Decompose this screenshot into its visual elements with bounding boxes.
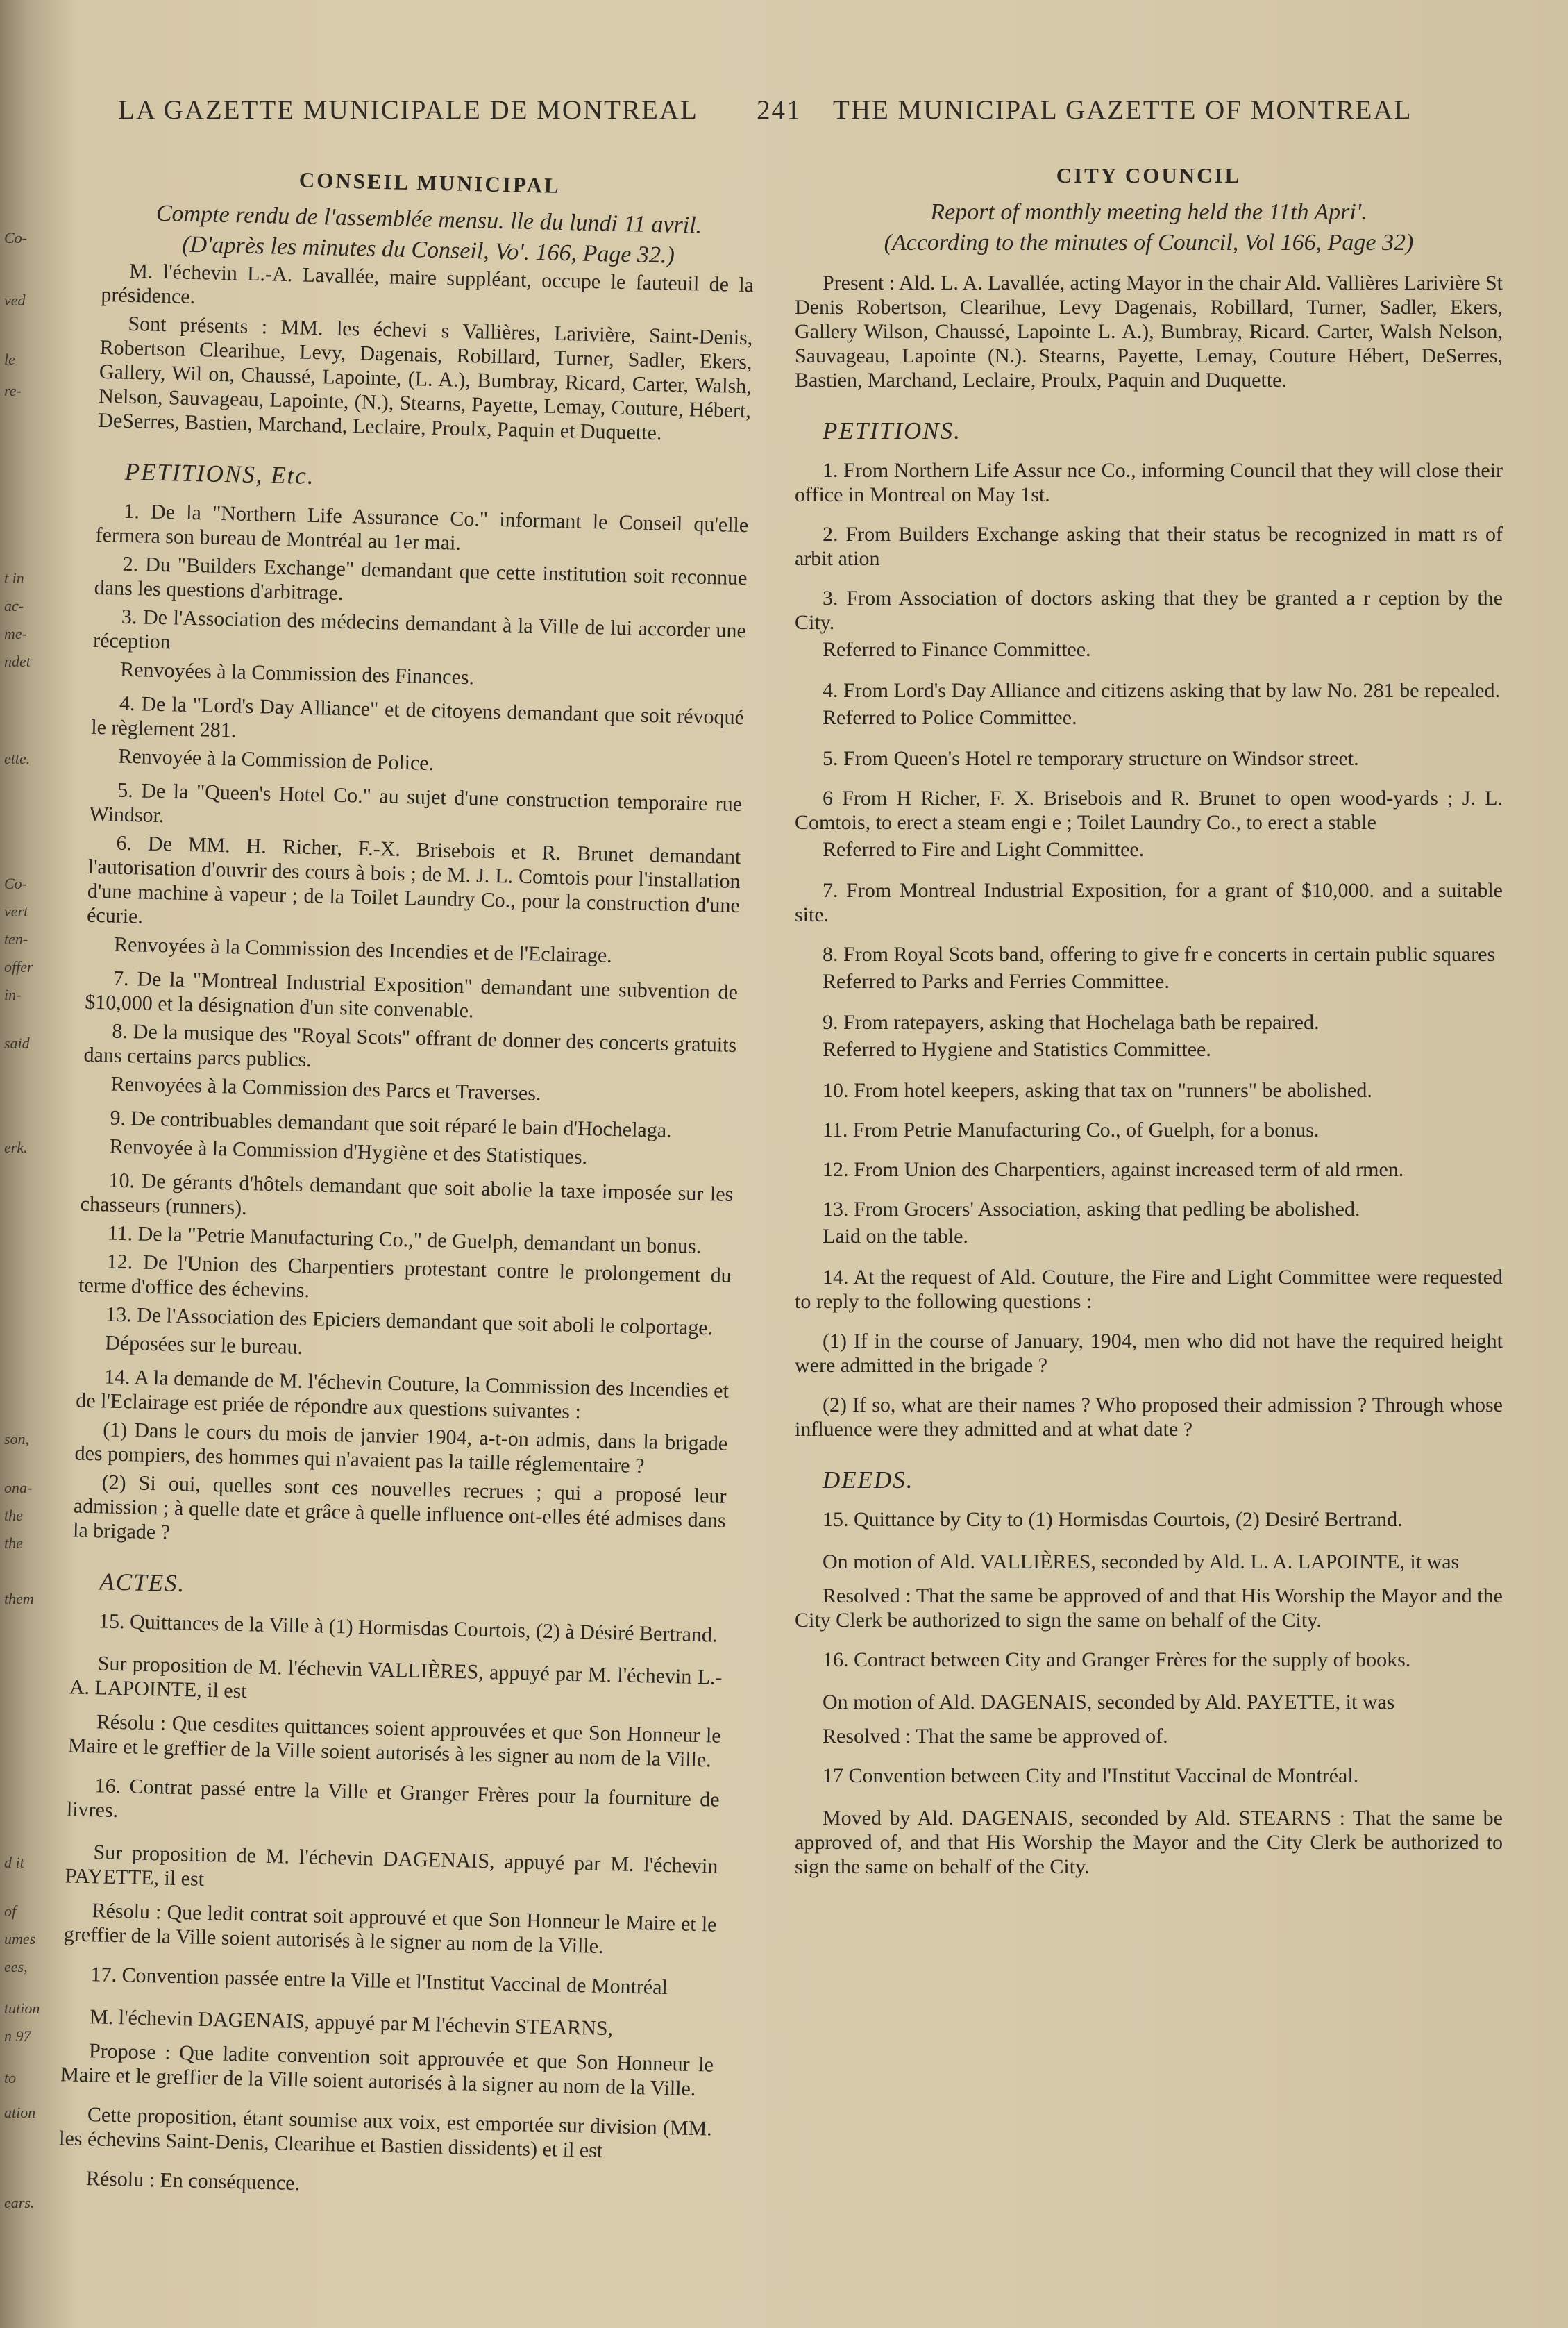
french-petition-item: 1. De la "Northern Life Assurance Co." informant le Conseil qu'elle fermera son bureau de Montréal au 1er mai.: [95, 499, 749, 555]
french-acte-res: Propose : Que ladite convention soit approuvée et que Son Honneur le Maire et le greffier de la Ville soient autorisés à la signer au nom de la Ville.: [60, 2039, 714, 2101]
english-deed-item: 15. Quittance by City to (1) Hormisdas Courtois, (2) Desiré Bertrand.: [823, 1508, 1403, 1531]
english-petition-item: 4. From Lord's Day Alliance and citizens asking that by law No. 281 be repealed.: [823, 679, 1500, 702]
english-petition-referral: Referred to Finance Committee.: [823, 638, 1091, 661]
english-deed-item: 17 Convention between City and l'Institut Vaccinal de Montréal.: [823, 1764, 1359, 1787]
french-petitions-list: [73, 499, 749, 1557]
french-petition-referral: Renvoyées à la Commission des Finances.: [119, 658, 475, 689]
english-petition-item: 14. At the request of Ald. Couture, the Fire and Light Committee were requested to reply to the following questions :: [795, 1266, 1503, 1313]
english-deed-res: Resolved : That the same be approved of and that His Worship the Mayor and the City Clerk be authorized to sign the same on behalf of the City.: [795, 1584, 1503, 1632]
gutter-fragment: offer: [4, 958, 33, 975]
gutter-fragment: them: [4, 1590, 34, 1607]
french-petition-item: 3. De l'Association des médecins demandant à la Ville de lui accorder une réception: [92, 605, 747, 654]
french-actes-title: ACTES.: [99, 1568, 186, 1598]
french-subtitle: Compte rendu de l'assemblée mensu. lle du lundi 11 avril.: [155, 200, 702, 239]
gutter-fragment: ac-: [4, 597, 24, 614]
english-petition-item: 9. From ratepayers, asking that Hochelaga bath be repaired.: [823, 1011, 1320, 1034]
french-acte-motion: M. l'échevin DAGENAIS, appuyé par M l'échevin STEARNS,: [89, 2005, 614, 2041]
english-petition-item: 5. From Queen's Hotel re temporary structure on Windsor street.: [823, 747, 1359, 770]
gutter-fragment: t in: [4, 569, 24, 587]
french-present: Sont présents : MM. les échevi s Vallières, Larivière, Saint-Denis, Robertson Clearihue, Levy, Dagenais, Robillard, Turner, Sadler, Ekers, Gallery, Wil on, Chaussé, Lapointe, (L. A.), Bumbray, Ricard, Carter, Walsh, Nelson, Sauvageau, Lapointe, (N.), Stearns, Payette, Lemay, Couture, Hébert, DeSerres, Bastien, Marchand, Leclaire, Proulx, Paquin et Duquette.: [97, 312, 753, 445]
english-petition-item: 13. From Grocers' Association, asking that pedling be abolished.: [823, 1198, 1360, 1221]
english-petition-item: 2. From Builders Exchange asking that their status be recognized in matt rs of arbit ation: [795, 523, 1503, 570]
french-petition-referral: Déposées sur le bureau.: [104, 1331, 303, 1359]
gutter-fragment: re-: [4, 382, 22, 399]
gutter-fragment: Co-: [4, 229, 27, 246]
french-chair: M. l'échevin L.-A. Lavallée, maire suppléant, occupe le fauteuil de la présidence.: [101, 259, 755, 309]
running-head-english: THE MUNICIPAL GAZETTE OF MONTREAL: [833, 95, 1413, 125]
english-subtitle: Report of monthly meeting held the 11th Apri'.: [930, 199, 1367, 225]
french-petition-item: 13. De l'Association des Epiciers demandant que soit aboli le colportage.: [105, 1303, 714, 1340]
running-head: [118, 94, 1472, 129]
gutter-fragment: umes: [4, 1930, 36, 1948]
english-source: (According to the minutes of Council, Vol 166, Page 32): [884, 230, 1414, 256]
gutter-fragment: of: [4, 1902, 17, 1920]
english-heading: CITY COUNCIL: [1056, 163, 1242, 187]
english-deed-motion: Moved by Ald. DAGENAIS, seconded by Ald. STEARNS : That the same be approved of, and that His Worship the Mayor and the City Clerk be authorized to sign the same on behalf of the City.: [795, 1807, 1503, 1878]
english-petition-item: 7. From Montreal Industrial Exposition, for a grant of $10,000. and a suitable site.: [795, 879, 1503, 926]
french-acte-res: Résolu : En conséquence.: [85, 2167, 301, 2195]
french-petition-item: 8. De la musique des "Royal Scots" offrant de donner des concerts gratuits dans certains parcs publics.: [83, 1019, 737, 1072]
french-petition-item: 10. De gérants d'hôtels demandant que soit abolie la taxe imposée sur les chasseurs (runners).: [80, 1169, 734, 1220]
french-actes-list: [58, 1608, 724, 2204]
french-acte-res: Résolu : Que ledit contrat soit approuvé et que Son Honneur le Maire et le greffier de la Ville soient autorisés à le signer au nom de la Ville.: [63, 1899, 717, 1958]
french-source: (D'après les minutes du Conseil, Vo'. 166, Page 32.): [181, 231, 675, 269]
french-petition-referral: Renvoyées à la Commission des Incendies et de l'Eclairage.: [113, 932, 613, 967]
english-petitions-list: [795, 458, 1503, 1441]
french-heading: CONSEIL MUNICIPAL: [298, 167, 562, 198]
gutter-fragment: to: [4, 2069, 17, 2086]
english-petition-item: 1. From Northern Life Assur nce Co., informing Council that they will close their office in Montreal on May 1st.: [795, 459, 1503, 506]
french-petition-item: (1) Dans le cours du mois de janvier 1904, a-t-on admis, dans la brigade des pompiers, des hommes qui n'avaient pas la taille réglementaire ?: [74, 1418, 728, 1478]
english-petition-referral: Referred to Fire and Light Committee.: [823, 838, 1145, 861]
gutter-fragment: ette.: [4, 750, 31, 767]
english-petition-item: (1) If in the course of January, 1904, men who did not have the required height were admitted in the brigade ?: [795, 1330, 1503, 1377]
english-petition-item: 12. From Union des Charpentiers, against increased term of ald rmen.: [823, 1158, 1404, 1181]
gutter-fragment: ona-: [4, 1479, 33, 1496]
english-petition-referral: Referred to Police Committee.: [823, 706, 1077, 729]
facing-page-gutter: [0, 0, 66, 2328]
french-acte-item: 17. Convention passée entre la Ville et l'Institut Vaccinal de Montréal: [90, 1963, 668, 2000]
gutter-fragment: ten-: [4, 930, 28, 948]
gutter-fragment: Co-: [4, 875, 27, 892]
french-petition-item: 9. De contribuables demandant que soit réparé le bain d'Hochelaga.: [110, 1106, 673, 1142]
gutter-fragment: erk.: [4, 1139, 28, 1156]
english-column: [795, 156, 1503, 1889]
french-petition-item: 11. De la "Petrie Manufacturing Co.," de Guelph, demandant un bonus.: [107, 1221, 702, 1258]
gutter-fragment: ees,: [4, 1958, 28, 1975]
french-petition-item: 5. De la "Queen's Hotel Co." au sujet d'une construction temporaire rue Windsor.: [89, 778, 743, 828]
gutter-fragment: the: [4, 1507, 23, 1524]
english-deed-motion: On motion of Ald. DAGENAIS, seconded by Ald. PAYETTE, it was: [823, 1691, 1395, 1714]
english-petition-referral: Laid on the table.: [823, 1225, 968, 1248]
gutter-fragment: said: [4, 1035, 30, 1052]
gutter-fragment: n 97: [4, 2027, 31, 2045]
english-petition-referral: Referred to Parks and Ferries Committee.: [823, 970, 1170, 993]
french-petition-referral: Renvoyée à la Commission d'Hygiène et des Statistiques.: [109, 1134, 588, 1169]
french-petition-item: 14. A la demande de M. l'échevin Couture, la Commission des Incendies et de l'Eclairage est priée de répondre aux questions suivantes :: [75, 1365, 730, 1424]
french-acte-res: Cette proposition, étant soumise aux voix, est emportée sur division (MM. les échevins Saint-Denis, Clearihue et Bastien dissidents) et il est: [58, 2103, 713, 2163]
french-column: [58, 156, 757, 2220]
gutter-fragment: me-: [4, 625, 27, 642]
english-petition-item: 8. From Royal Scots band, offering to give fr e concerts in certain public squares: [823, 943, 1496, 966]
english-petition-item: 6 From H Richer, F. X. Brisebois and R. Brunet to open wood-yards ; J. L. Comtois, to erect a steam engi e ; Toilet Laundry Co., to erect a stable: [795, 787, 1503, 834]
english-deed-res: Resolved : That the same be approved of.: [823, 1725, 1168, 1748]
gutter-fragment: tution: [4, 2000, 40, 2017]
english-deeds-list: [795, 1507, 1503, 1879]
french-petition-item: (2) Si oui, quelles sont ces nouvelles recrues ; qui a proposé leur admission ; à quelle date et grâce à quelle influence ont-elles été admises dans la brigade ?: [72, 1471, 727, 1544]
french-acte-item: 16. Contrat passé entre la Ville et Granger Frères pour la fourniture de livres.: [66, 1774, 720, 1823]
english-deed-item: 16. Contract between City and Granger Frères for the supply of books.: [823, 1648, 1411, 1671]
english-petition-item: 10. From hotel keepers, asking that tax on "runners" be abolished.: [823, 1079, 1372, 1102]
gutter-fragment: ved: [4, 292, 26, 309]
gutter-fragment: d it: [4, 1854, 24, 1871]
french-petition-item: 7. De la "Montreal Industrial Exposition" demandant une subvention de $10,000 et la désignation d'un site convenable.: [84, 966, 739, 1023]
gutter-fragment: ears.: [4, 2194, 35, 2211]
french-acte-motion: Sur proposition de M. l'échevin VALLIÈRES, appuyé par M. l'échevin L.-A. LAPOINTE, il est: [69, 1652, 723, 1703]
english-petition-item: (2) If so, what are their names ? Who proposed their admission ? Through whose influence were they admitted and at what date ?: [795, 1393, 1503, 1441]
page-number: 241: [757, 95, 802, 125]
english-petition-referral: Referred to Hygiene and Statistics Committee.: [823, 1038, 1211, 1061]
english-present: Present : Ald. L. A. Lavallée, acting Mayor in the chair Ald. Vallières Larivière St Denis Robertson, Clearihue, Levy Dagenais, Robillard, Turner, Sadler, Ekers, Gallery Wilson, Chaussé, Lapointe L. A.), Bumbray, Ricard. Carter, Walsh Nelson, Sauvageau, Lapointe (N.). Stearns, Payette, Lemay, Couture Hébert, DeSerres, Bastien, Marchand, Leclaire, Proulx, Paquin and Duquette.: [795, 271, 1503, 392]
gutter-fragment: ation: [4, 2104, 36, 2121]
french-petition-item: 2. Du "Builders Exchange" demandant que cette institution soit reconnue dans les questions d'arbitrage.: [94, 552, 748, 605]
gutter-fragment: son,: [4, 1430, 30, 1448]
french-petitions-title: PETITIONS, Etc.: [124, 458, 316, 490]
french-petition-item: 6. De MM. H. Richer, F.-X. Brisebois et R. Brunet demandant l'autorisation d'ouvrir des cours à bois ; de M. J. L. Comtois pour l'installation d'une machine à vapeur ; de la Toilet Laundry Co., pour la construction d'une écurie.: [86, 831, 741, 928]
french-acte-res: Résolu : Que cesdites quittances soient approuvées et que Son Honneur le Maire et le greffier de la Ville soient autorisés à les signer au nom de la Ville.: [67, 1710, 721, 1772]
english-petition-item: 3. From Association of doctors asking that they be granted a r ception by the City.: [795, 587, 1503, 634]
french-acte-motion: Sur proposition de M. l'échevin DAGENAIS, appuyé par M. l'échevin PAYETTE, il est: [65, 1841, 718, 1891]
gutter-fragment: ndet: [4, 653, 31, 670]
english-deeds-title: DEEDS.: [823, 1466, 914, 1493]
french-petition-item: 4. De la "Lord's Day Alliance" et de citoyens demandant que soit révoqué le règlement 281.: [90, 692, 745, 742]
french-petition-referral: Renvoyées à la Commission des Parcs et Traverses.: [110, 1072, 541, 1105]
gutter-fragment: vert: [4, 903, 28, 920]
english-deed-motion: On motion of Ald. VALLIÈRES, seconded by Ald. L. A. LAPOINTE, it was: [823, 1550, 1460, 1573]
french-petition-item: 12. De l'Union des Charpentiers protestant contre le prolongement du terme d'office des échevins.: [78, 1250, 732, 1303]
gutter-fragment: the: [4, 1534, 23, 1552]
french-acte-item: 15. Quittances de la Ville à (1) Hormisdas Courtois, (2) à Désiré Bertrand.: [98, 1609, 718, 1647]
gutter-fragment: le: [4, 351, 15, 368]
english-petitions-title: PETITIONS.: [823, 417, 961, 444]
french-petition-referral: Renvoyée à la Commission de Police.: [118, 744, 435, 776]
english-petition-item: 11. From Petrie Manufacturing Co., of Guelph, for a bonus.: [823, 1119, 1320, 1141]
running-head-french: LA GAZETTE MUNICIPALE DE MONTREAL: [118, 95, 698, 125]
gutter-fragment: in-: [4, 986, 22, 1003]
